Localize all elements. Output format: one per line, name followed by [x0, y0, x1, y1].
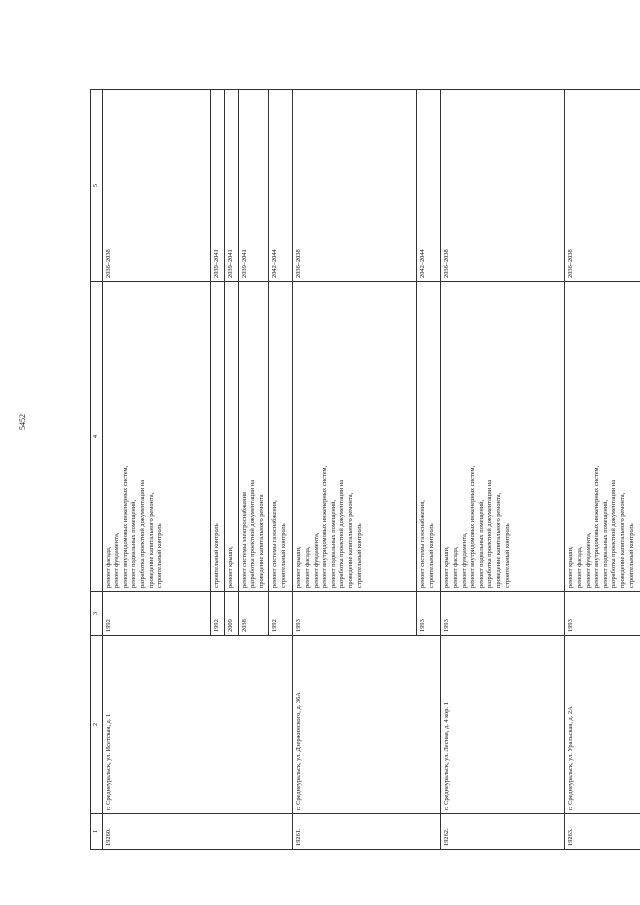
work-item: ремонт подвальных помещений, [601, 499, 609, 588]
works-cell [224, 282, 238, 592]
year-cell: 1992 [269, 592, 293, 636]
work-item: ремонт крыши, [226, 546, 234, 588]
header-row [91, 90, 103, 850]
works-cell [269, 282, 293, 592]
work-item: ремонт подвальных помещений, [329, 499, 337, 588]
work-item: проведение капитального ремонта [257, 494, 265, 588]
period-cell: 2042–2044 [417, 90, 441, 282]
year-cell: 1993 [441, 592, 565, 636]
work-item: ремонт фасада, [575, 546, 583, 588]
work-item: ремонт фундамента, [312, 532, 320, 588]
work-item: ремонт системы электроснабжения [240, 492, 248, 588]
work-item: разработка проектной документации на [610, 479, 618, 588]
work-item: ремонт крыши, [567, 546, 575, 588]
table-row [441, 90, 565, 850]
work-item: строительный контроль [355, 523, 363, 588]
period-cell: 2036–2038 [102, 90, 210, 282]
work-item: разработка проектной документации на [138, 479, 146, 588]
work-item: ремонт системы газоснабжения, [419, 500, 427, 588]
page-number: 5452 [18, 414, 27, 430]
work-item: ремонт фундамента, [584, 532, 592, 588]
work-item: проведение капитального ремонта, [618, 492, 626, 588]
work-item: ремонт внутридомовых инженерных систем, [593, 465, 601, 588]
repair-schedule-table [90, 89, 640, 850]
period-cell: 2036–2038 [565, 90, 640, 282]
work-item: ремонт фундамента, [460, 532, 468, 588]
address-cell: г. Среднеуральск, ул. Исетская, д. 1 [102, 636, 293, 814]
period-cell: 2042–2044 [269, 90, 293, 282]
period-cell: 2036–2038 [441, 90, 565, 282]
work-item: строительный контроль [212, 523, 220, 588]
table-row [102, 90, 210, 850]
work-item: ремонт фасада, [104, 546, 112, 588]
work-item: строительный контроль [279, 523, 287, 588]
work-item: ремонт внутридомовых инженерных систем, [121, 465, 129, 588]
works-cell [417, 282, 441, 592]
year-cell: 1992 [102, 592, 210, 636]
work-item: разработка проектной документации на [249, 479, 257, 588]
work-item: разработка проектной документации на [486, 479, 494, 588]
year-cell: 2038 [238, 592, 269, 636]
work-item: ремонт системы газоснабжения, [271, 500, 279, 588]
work-item: ремонт подвальных помещений, [477, 499, 485, 588]
work-item: ремонт фасада, [303, 546, 311, 588]
period-cell: 2039–2041 [224, 90, 238, 282]
work-item: ремонт фасада, [451, 546, 459, 588]
year-cell: 1993 [293, 592, 417, 636]
year-cell: 1992 [210, 592, 224, 636]
works-cell [293, 282, 417, 592]
works-cell [210, 282, 224, 592]
table-body [102, 90, 640, 850]
table-row [293, 90, 417, 850]
period-cell: 2036–2038 [293, 90, 417, 282]
works-cell [565, 282, 640, 592]
row-number: 19261. [293, 814, 441, 850]
works-cell [441, 282, 565, 592]
row-number: 19263. [565, 814, 640, 850]
work-item: ремонт внутридомовых инженерных систем, [321, 465, 329, 588]
header-cell: 5 [91, 90, 103, 282]
work-item: ремонт подвальных помещений, [130, 499, 138, 588]
work-item: строительный контроль [503, 523, 511, 588]
work-item: строительный контроль [156, 523, 164, 588]
row-number: 19260. [102, 814, 293, 850]
works-cell [102, 282, 210, 592]
address-cell: г. Среднеуральск, ул. Дзержинского, д. 36А [293, 636, 441, 814]
work-item: проведение капитального ремонта, [346, 492, 354, 588]
period-cell: 2039–2041 [210, 90, 224, 282]
year-cell: 1993 [565, 592, 640, 636]
header-cell: 3 [91, 592, 103, 636]
header-cell: 2 [91, 636, 103, 814]
period-cell: 2039–2041 [238, 90, 269, 282]
row-number: 19262. [441, 814, 565, 850]
work-item: ремонт внутридомовых инженерных систем, [469, 465, 477, 588]
work-item: ремонт фундамента, [113, 532, 121, 588]
work-item: ремонт крыши, [295, 546, 303, 588]
work-item: строительный контроль [627, 523, 635, 588]
address-cell: г. Среднеуральск, ул. Лесная, д. 4 кор. 1 [441, 636, 565, 814]
address-cell: г. Среднеуральск, ул. Уральская, д. 2А [565, 636, 640, 814]
work-item: ремонт крыши, [443, 546, 451, 588]
year-cell: 1993 [417, 592, 441, 636]
year-cell: 2009 [224, 592, 238, 636]
header-cell: 4 [91, 282, 103, 592]
table-row [565, 90, 640, 850]
header-cell: 1 [91, 814, 103, 850]
works-cell [238, 282, 269, 592]
work-item: проведение капитального ремонта, [147, 492, 155, 588]
rotated-table-container [90, 90, 635, 850]
work-item: проведение капитального ремонта, [494, 492, 502, 588]
work-item: разработка проектной документации на [338, 479, 346, 588]
work-item: строительный контроль [427, 523, 435, 588]
